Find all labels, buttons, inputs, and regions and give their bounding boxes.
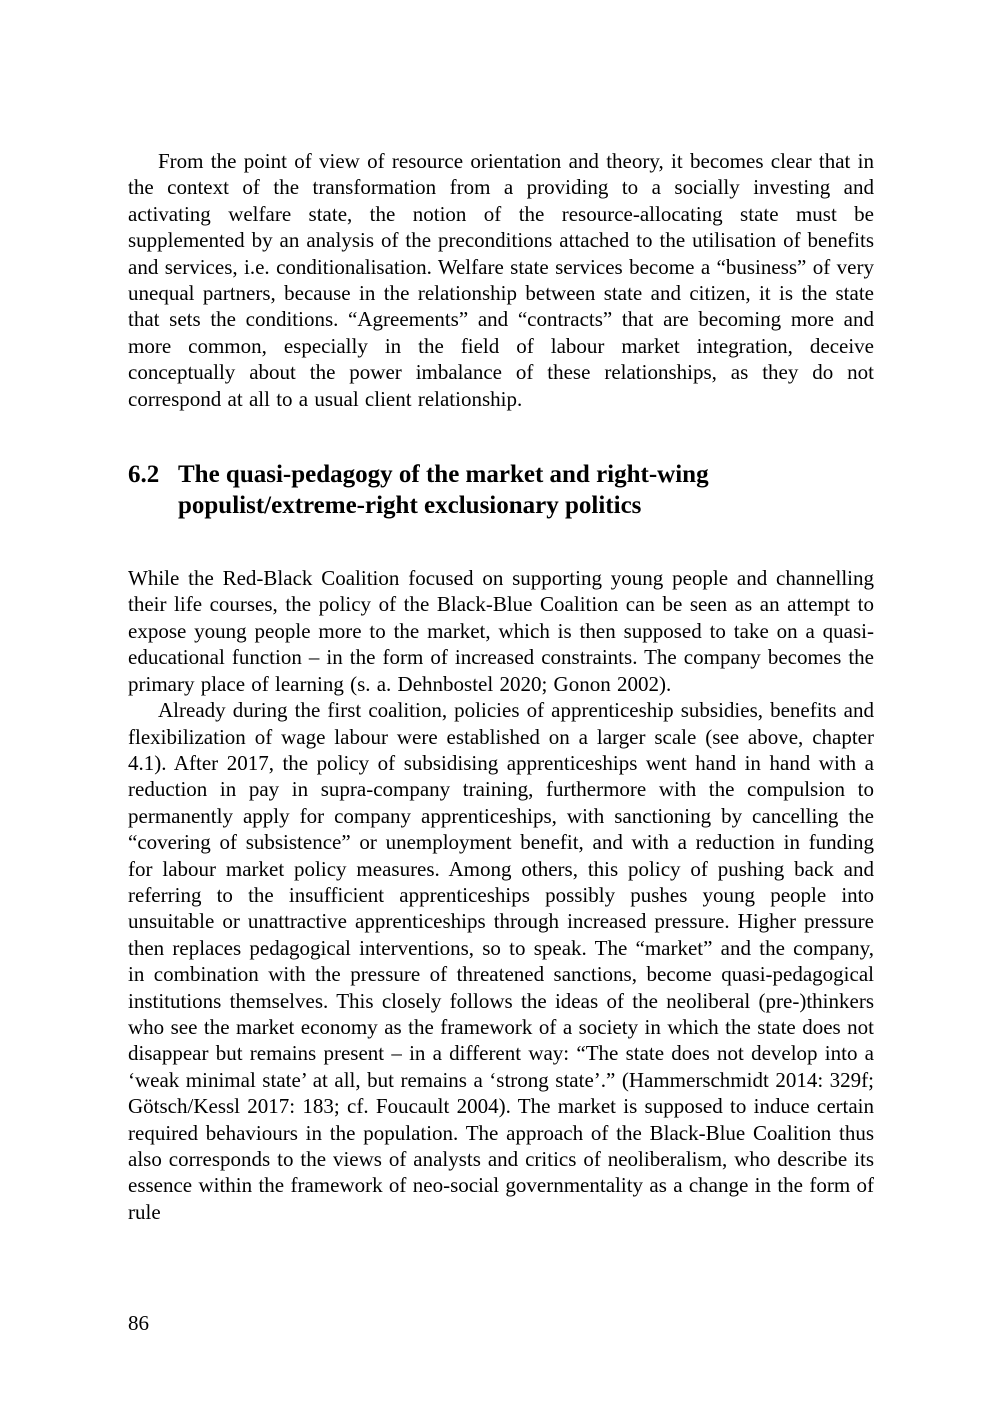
section-number: 6.2 <box>128 461 160 489</box>
page-number: 86 <box>128 1311 149 1335</box>
section-title-line2: populist/extreme-right exclusionary politics <box>178 492 642 520</box>
paragraph-resource-orientation: From the point of view of resource orientation and theory, it becomes clear that in the context of the transformation from a providing to a socially investing and activating welfare state, the notion of the resource-allocating state must be supplemented by an analysis of the preconditions attached to the utilisation of benefits and services, i.e. conditionalisation. Welfare state services become a “business” of very unequal partners, because in the relationship between state and citizen, it is the state that sets the conditions. “Agreements” and “contracts” that are becoming more and more common, especially in the field of labour market integration, deceive conceptually about the power imbalance of these relationships, as they do not correspond at all to a usual client relationship. <box>128 149 874 411</box>
paragraph-apprenticeship-subsidies: Already during the first coalition, policies of apprenticeship subsidies, benefits and flexibilization of wage labour were established on a larger scale (see above, chapter 4.1). After 2017, the policy of subsidising apprenticeships went hand in hand with a reduction in pay in supra-company training, furthermore with the compulsion to permanently apply for company apprenticeships, with sanctioning by cancelling the “covering of subsistence” or unemployment benefit, and with a reduction in funding for labour market policy measures. Among others, this policy of pushing back and referring to the insufficient apprenticeships possibly pushes young people into unsuitable or unattractive apprenticeships through increased pressure. Higher pressure then replaces pedagogical interventions, so to speak. The “market” and the company, in combination with the pressure of threatened sanctions, become quasi-pedagogical institutions themselves. This closely follows the ideas of the neoliberal (pre-)thinkers who see the market economy as the framework of a society in which the state does not disappear but remains present – in a different way: “The state does not develop into a ‘weak minimal state’ at all, but remains a ‘strong state’.” (Hammerschmidt 2014: 329f; Götsch/Kessl 2017: 183; cf. Foucault 2004). The market is supposed to induce certain required behaviours in the population. The approach of the Black-Blue Coalition thus also corresponds to the views of analysts and critics of neoliberalism, who describe its essence within the framework of neo-social governmentality as a change in the form of rule <box>128 698 874 1224</box>
section-title <box>178 459 874 521</box>
paragraph-coalition-policy: While the Red-Black Coalition focused on supporting young people and channelling their life courses, the policy of the Black-Blue Coalition can be seen as an attempt to expose young people more to the market, which is then supposed to take on a quasi-educational function – in the form of increased constraints. The company becomes the primary place of learning (s. a. Dehnbostel 2020; Gonon 2002). <box>128 566 874 696</box>
section-title-line1: The quasi-pedagogy of the market and right-wing <box>178 461 709 489</box>
section-heading <box>128 459 874 521</box>
text-block <box>128 148 874 1225</box>
